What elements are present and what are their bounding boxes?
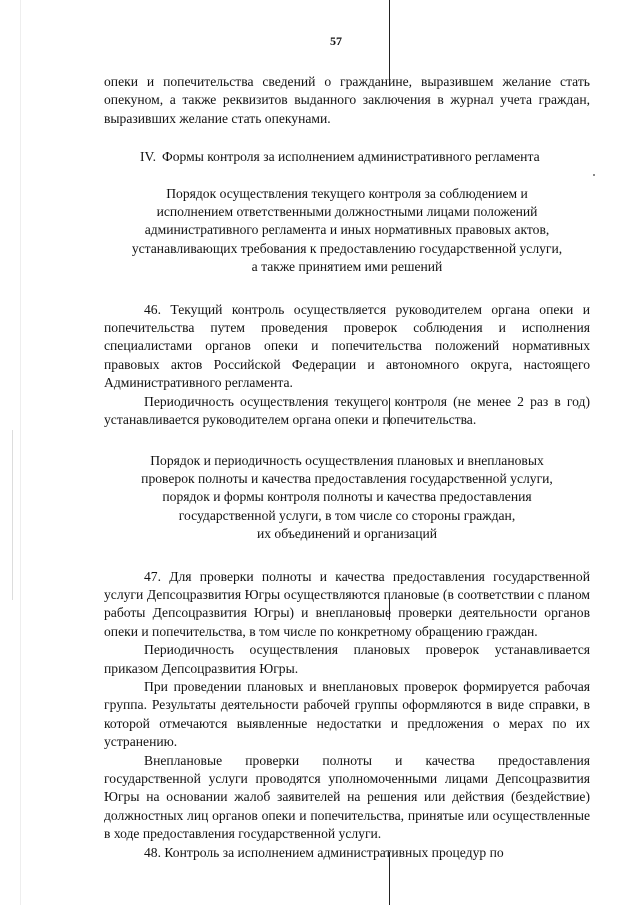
page-number: 57: [330, 34, 342, 48]
subheading-line: их объединений и организаций: [256, 526, 438, 542]
paragraph-47-working-group: При проведении плановых и внеплановых проверок формируется рабочая группа. Результаты деятельности рабочей группы оформляются в виде справки, в которой отмечаются выявленные недостатки и предложения о мерах по их устранению.: [104, 678, 590, 750]
subheading-line: а также принятием ими решений: [251, 259, 443, 275]
subheading-line: исполнением ответственными должностными лицами положений: [156, 204, 538, 220]
subheading-line: административного регламента и иных нормативных правовых актов,: [144, 222, 550, 238]
page-content: [104, 73, 590, 862]
intro-paragraph: опеки и попечительства сведений о гражданине, выразившем желание стать опекуном, а также реквизитов выданного заключения в журнал учета граждан, выразивших желание стать опекунами.: [104, 74, 590, 126]
subheading-line: Порядок осуществления текущего контроля за соблюдением и: [166, 185, 528, 201]
subheading-current-control: [104, 185, 590, 277]
subheading-line: устанавливающих требования к предоставлению государственной услуги,: [131, 240, 563, 256]
paragraph-46-periodicity: Периодичность осуществления текущего контроля (не менее 2 раз в год) устанавливается руководителем органа опеки и попечительства.: [104, 393, 590, 428]
paragraph-46: 46. Текущий контроль осуществляется руководителем органа опеки и попечительства путем проведения проверок соблюдения и исполнения специалистами органов опеки и попечительства положений нормативных правовых актов Российской Федерации и автономного округа, настоящего Административного регламента.: [104, 301, 590, 391]
section-number: IV.: [140, 149, 156, 165]
scan-dot: [593, 174, 595, 176]
subheading-line: порядок и формы контроля полноты и качества предоставления: [162, 489, 532, 505]
paragraph-47: 47. Для проверки полноты и качества предоставления государственной услуги Депсоцразвития Югры осуществляются плановые (в соответствии с планом работы Депсоцразвития Югры) и внеплановые проверки деятельности органов опеки и попечительства, в том числе по конкретному обращению граждан.: [104, 568, 590, 639]
subheading-planned-checks: [104, 452, 590, 544]
section-heading: [104, 148, 590, 166]
paragraph-47-unplanned: Внеплановые проверки полноты и качества предоставления государственной услуги проводятся уполномоченными лицами Депсоцразвития Югры на основании жалоб заявителей на решения или действия (бездействие) должностных лиц органов опеки и попечительства, принятые или осуществленные в ходе предоставления государственной услуги.: [104, 752, 590, 842]
scan-speck-left2: [12, 430, 13, 600]
subheading-line: проверок полноты и качества предоставления государственной услуги,: [141, 470, 553, 486]
subheading-line: Порядок и периодичность осуществления плановых и внеплановых: [150, 452, 544, 468]
paragraph-48: 48. Контроль за исполнением административных процедур по: [144, 844, 504, 860]
paragraph-47-periodicity: Периодичность осуществления плановых проверок устанавливается приказом Депсоцразвития Югры.: [104, 642, 590, 676]
scan-speck-left: [20, 0, 21, 905]
section-title: Формы контроля за исполнением административного регламента: [162, 149, 540, 165]
subheading-line: государственной услуги, в том числе со стороны граждан,: [178, 507, 516, 523]
